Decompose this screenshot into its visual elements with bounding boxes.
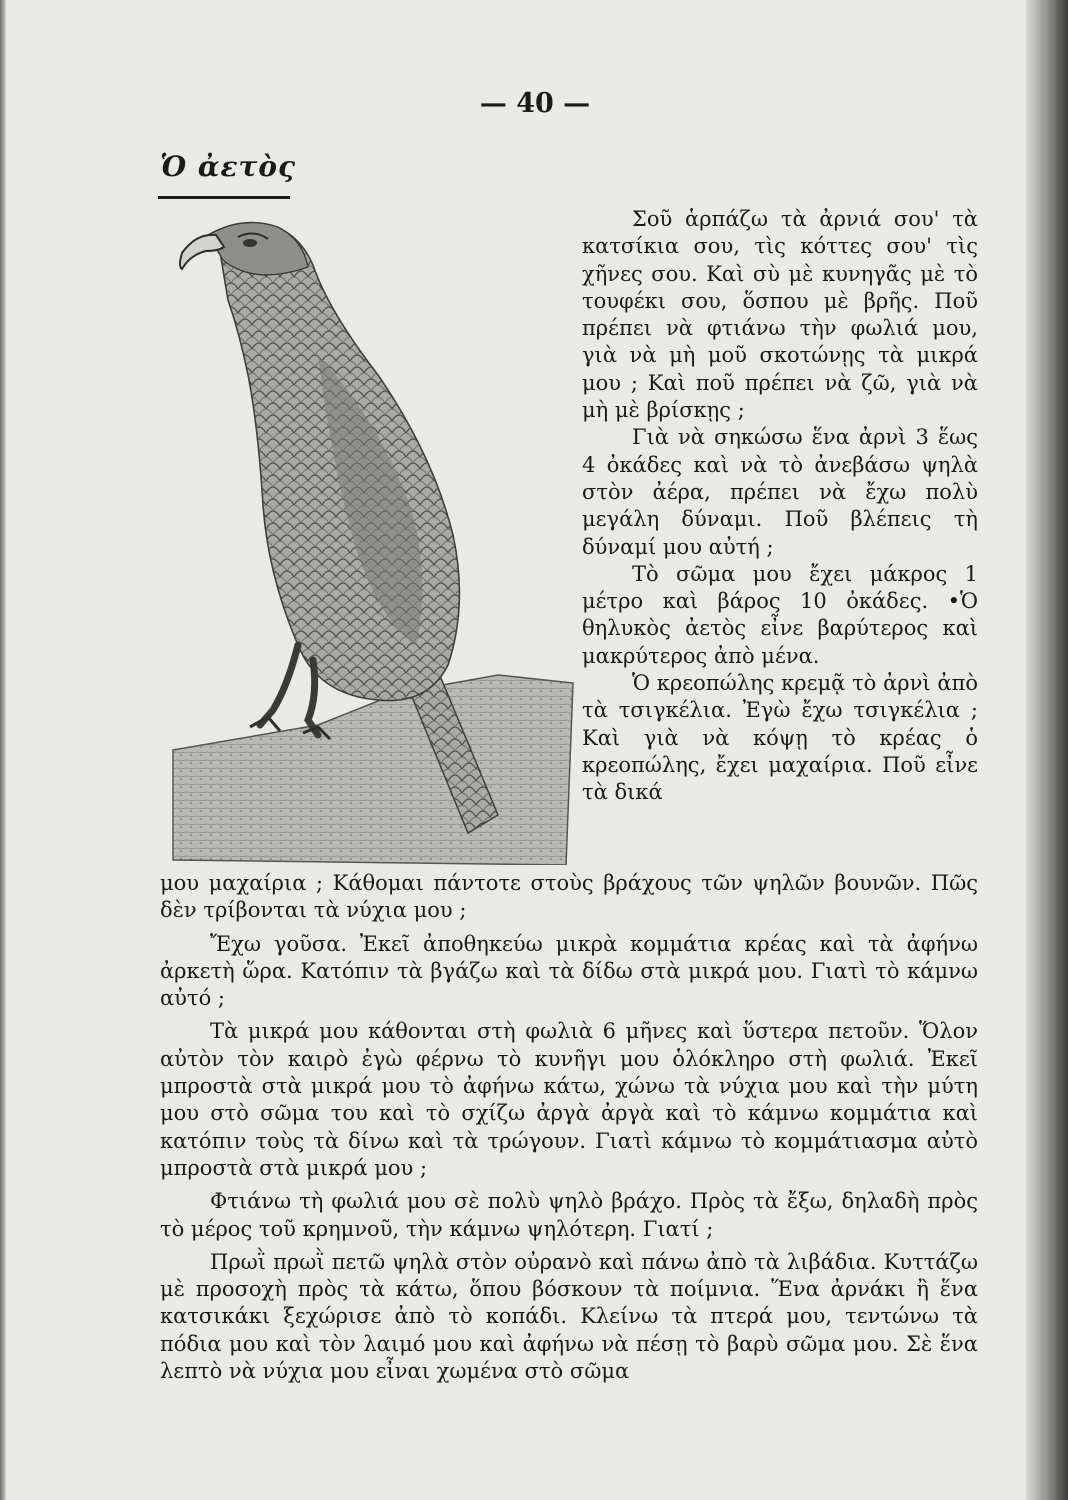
paragraph: Γιὰ νὰ σηκώσω ἕνα ἀρνὶ 3 ἕως 4 ὀκάδες καὶ νὰ τὸ ἀνεβάσω ψηλὰ στὸν ἀέρα, πρέπει νὰ ἔχω πολὺ μεγάλη δύναμι. Ποῦ βλέπεις τὴ δύναμί μου αὐτή ; (582, 425, 978, 559)
rock-perch (173, 675, 573, 865)
full-width-text (160, 868, 978, 1385)
paragraph: Ὁ κρεοπώλης κρεμᾷ τὸ ἀρνὶ ἀπὸ τὰ τσιγκέλια. Ἐγὼ ἔχω τσιγκέλια ; Καὶ γιὰ νὰ κόψῃ τὸ κρέας ὁ κρεοπώλης, ἔχει μαχαίρια. Ποῦ εἶνε τὰ δικά (582, 671, 978, 805)
section-title: Ὁ ἀετὸς (160, 150, 297, 183)
page-edge-shadow (0, 0, 6, 1500)
paragraph: Τὰ μικρά μου κάθονται στὴ φωλιὰ 6 μῆνες καὶ ὕστερα πετοῦν. Ὅλον αὐτὸν τὸν καιρὸ ἐγὼ φέρνω τὸ κυνῆγι μου ὁλόκληρο στὴ φωλιά. Ἐκεῖ μπροστὰ στὰ μικρά μου τὸ ἀφήνω κάτω, χώνω τὰ νύχια μου καὶ τὴν μύτη μου στὸ σῶμα του καὶ τὸ σχίζω ἀργὰ ἀργὰ καὶ τὸ κάμνω κομμάτια καὶ κατόπιν τοὺς τὰ δίνω καὶ τὰ τρώγουν. Γιατὶ κάμνω τὸ κομμάτιασμα αὐτὸ μπροστὰ στὰ μικρά μου ; (160, 1019, 978, 1180)
paragraph: μου μαχαίρια ; Κάθομαι πάντοτε στοὺς βράχους τῶν ψηλῶν βουνῶν. Πῶς δὲν τρίβονται τὰ νύχια μου ; (160, 871, 978, 923)
right-column-text (582, 206, 978, 807)
paragraph: Σοῦ ἁρπάζω τὰ ἀρνιά σου' τὰ κατσίκια σου, τὶς κόττες σου' τὶς χῆνες σου. Καὶ σὺ μὲ κυνηγᾶς μὲ τὸ τουφέκι σου, ὅσπου μὲ βρῆς. Ποῦ πρέπει νὰ φτιάνω τὴν φωλιά μου, γιὰ νὰ μὴ μοῦ σκοτώνῃς τὰ μικρά μου ; Καὶ ποῦ πρέπει νὰ ζῶ, γιὰ νὰ μὴ μὲ βρίσκῃς ; (582, 207, 978, 423)
page-number: — 40 — (479, 88, 591, 119)
paragraph: Ἔχω γοῦσα. Ἐκεῖ ἀποθηκεύω μικρὰ κομμάτια κρέας καὶ τὰ ἀφήνω ἀρκετὴ ὥρα. Κατόπιν τὰ βγάζω καὶ τὰ δίδω στὰ μικρά μου. Γιατὶ τὸ κάμνω αὐτό ; (160, 931, 978, 1011)
eagle-eye (243, 239, 257, 247)
title-underline (158, 196, 290, 199)
paragraph: Πρωῒ πρωῒ πετῶ ψηλὰ στὸν οὐρανὸ καὶ πάνω ἀπὸ τὰ λιβάδια. Κυττάζω μὲ προσοχὴ πρὸς τὰ κάτω, ὅπου βόσκουν τὰ ποίμνια. Ἕνα ἀρνάκι ἢ ἕνα κατσικάκι ξεχώρισε ἀπὸ τὸ κοπάδι. Κλείνω τὰ πτερά μου, τεντώνω τὰ πόδια μου καὶ τὸν λαιμό μου καὶ ἀφήνω νὰ πέσῃ τὸ βαρὺ σῶμα μου. Σὲ ἕνα λεπτὸ νὰ νύχια μου εἶναι χωμένα στὸ σῶμα (160, 1249, 978, 1384)
paragraph: Τὸ σῶμα μου ἔχει μάκρος 1 μέτρο καὶ βάρος 10 ὀκάδες. •Ὁ θηλυκὸς ἀετὸς εἶνε βαρύτερος καὶ μακρύτερος ἀπὸ μένα. (582, 561, 978, 668)
page-binding-shadow (1026, 0, 1068, 1500)
eagle-illustration (168, 205, 588, 865)
paragraph: Φτιάνω τὴ φωλιά μου σὲ πολὺ ψηλὸ βράχο. Πρὸς τὰ ἔξω, δηλαδὴ πρὸς τὸ μέρος τοῦ κρημνοῦ, τὴν κάμνω ψηλότερη. Γιατί ; (160, 1189, 978, 1241)
